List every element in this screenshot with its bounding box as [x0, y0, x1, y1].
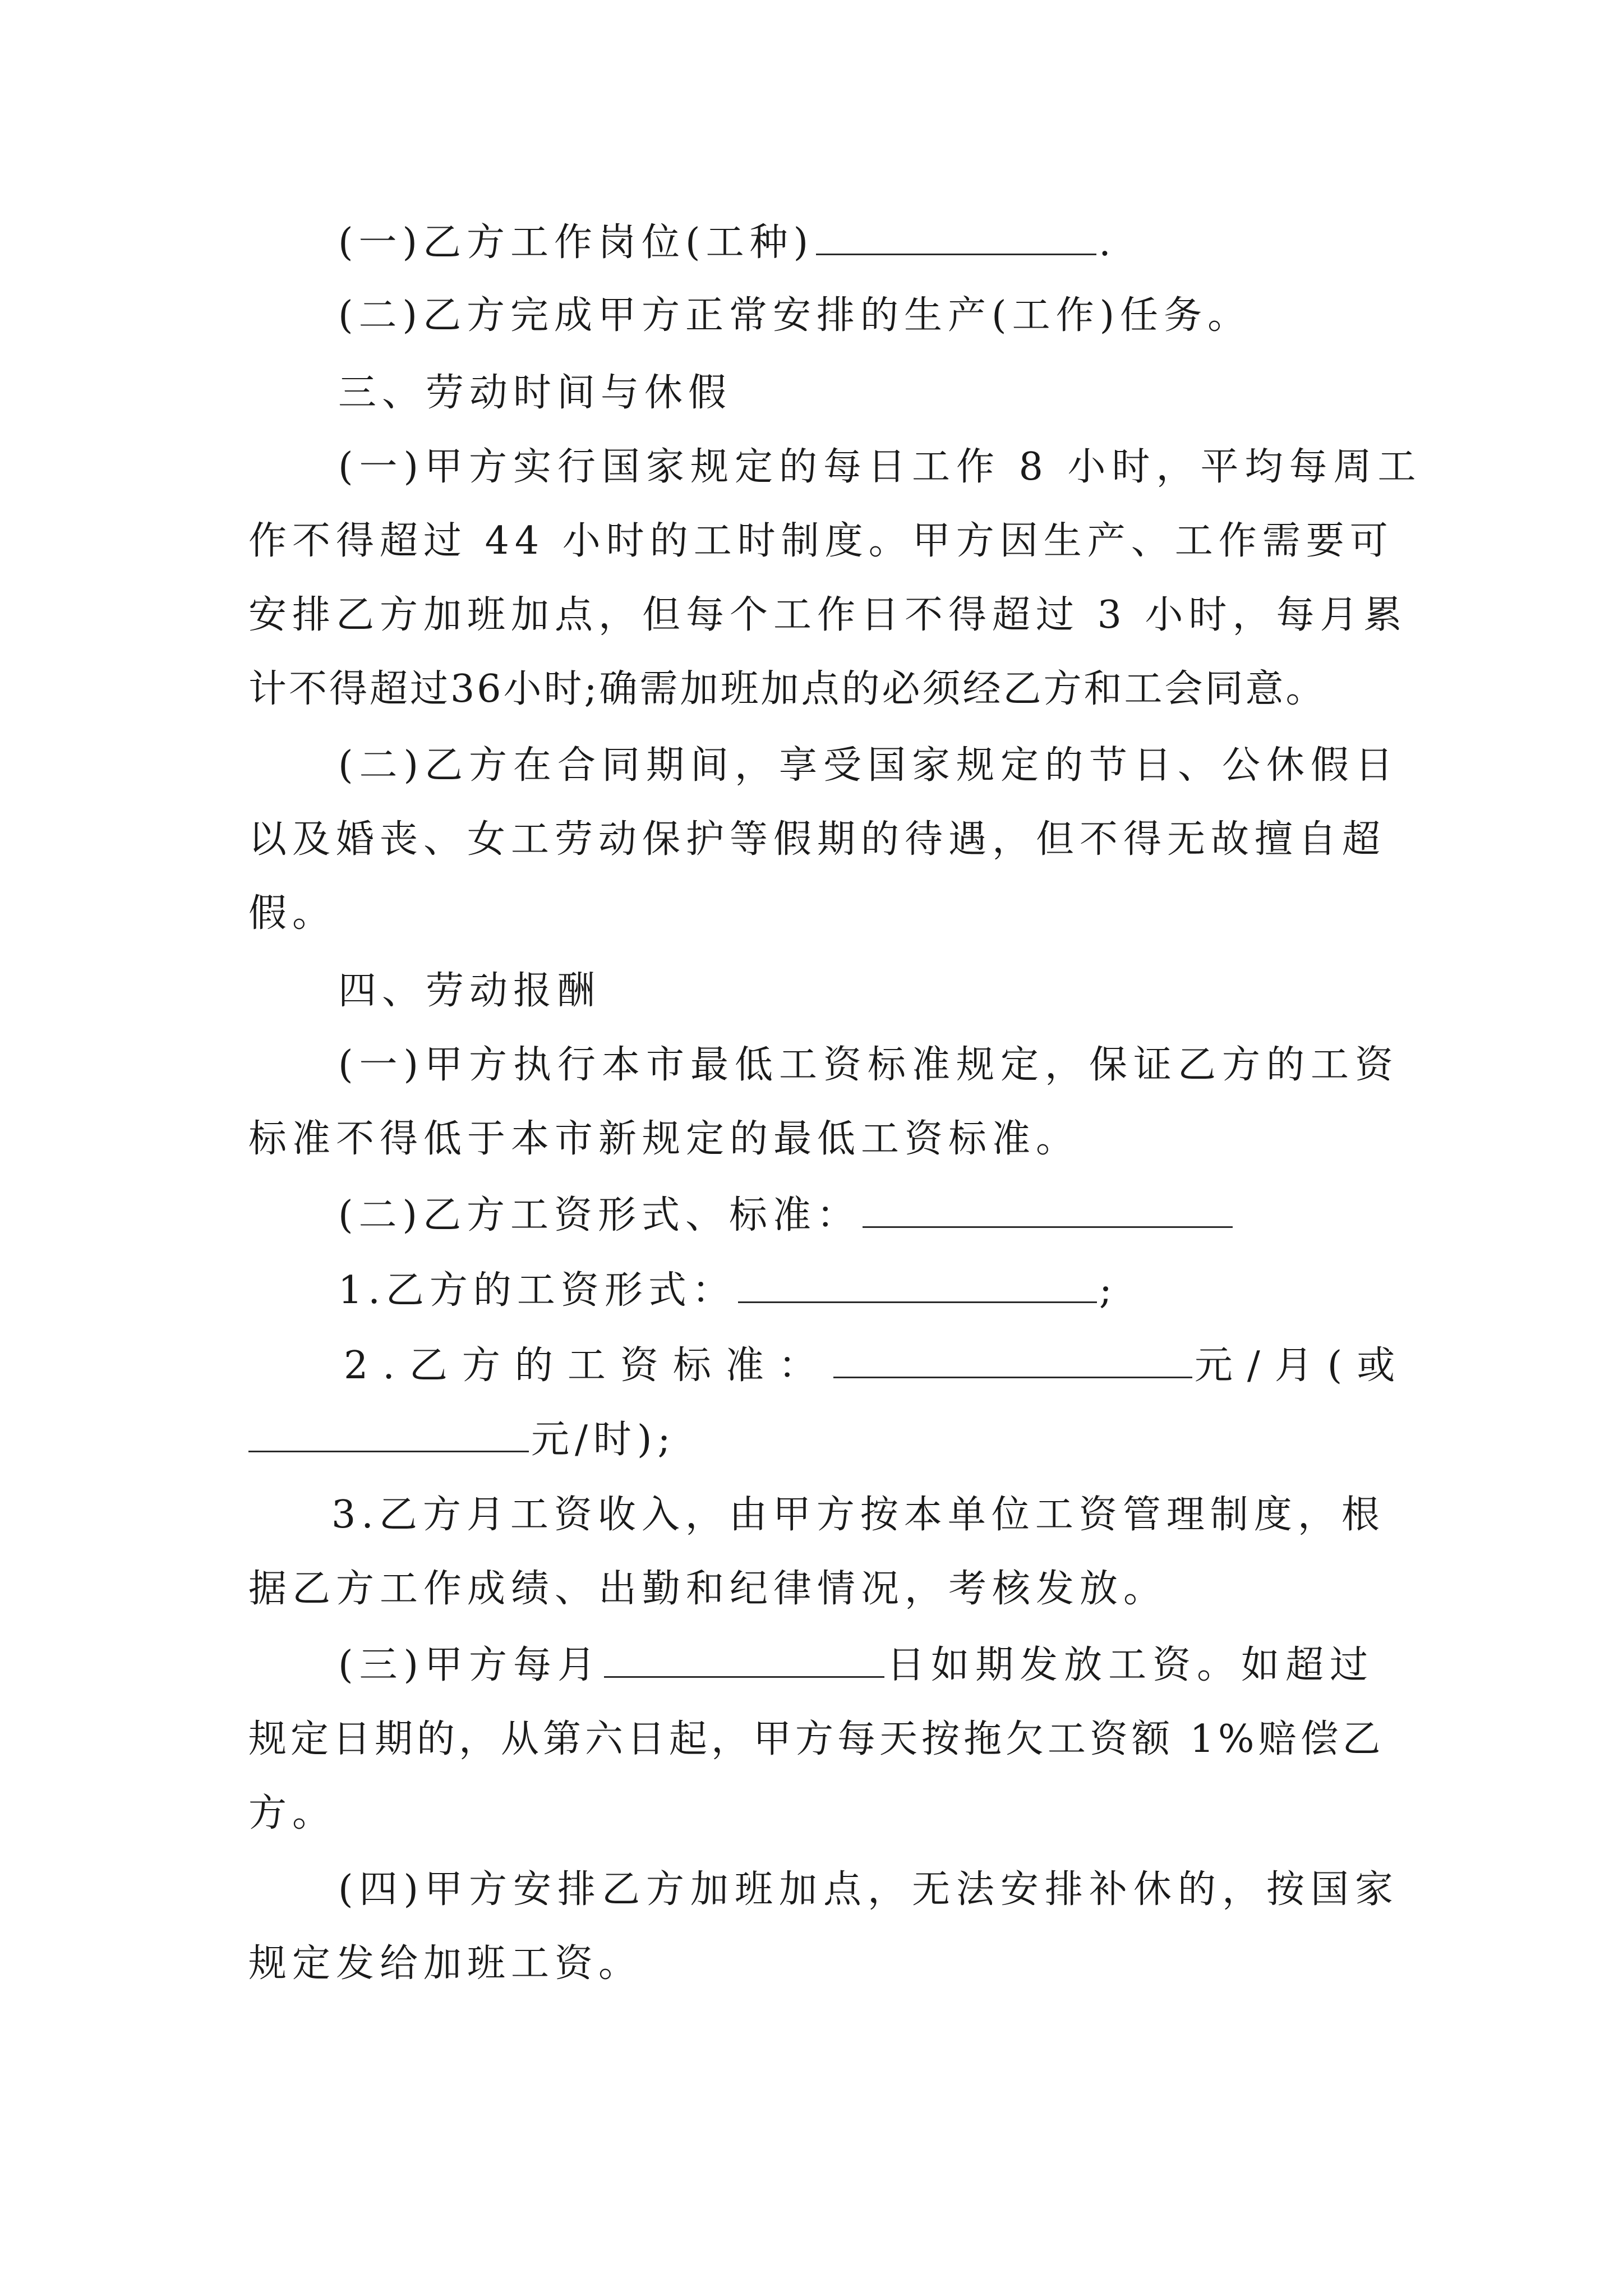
clause-4-2-item2 [344, 1341, 1409, 1391]
clause-4-3-line1 [338, 1640, 1374, 1691]
clause-3-2-line2 [248, 815, 1386, 865]
text: 元/月(或 [1194, 1343, 1410, 1388]
clause-3-2-line1 [338, 740, 1399, 791]
text: 方。 [248, 1791, 336, 1835]
text: 规定日期的，从第六日起，甲方每天按拖欠工资额 1%赔偿乙 [248, 1717, 1385, 1761]
clause-4-2-item3-line1 [331, 1490, 1385, 1540]
text: 元/时); [531, 1418, 676, 1462]
clause-4-2-item2-cont [248, 1415, 676, 1465]
clause-4-4-line1 [338, 1865, 1399, 1915]
text: 日如期发放工资。如超过 [887, 1643, 1375, 1687]
text: (四)甲方安排乙方加班加点，无法安排补休的，按国家 [338, 1867, 1400, 1912]
clause-3-2-line3 [248, 889, 336, 939]
text: (一)乙方工作岗位(工种) [338, 220, 814, 265]
text: (一)甲方执行本市最低工资标准规定，保证乙方的工资 [338, 1043, 1400, 1087]
clause-4-3-line2 [248, 1714, 1385, 1765]
clause-4-2-item1 [338, 1266, 1118, 1316]
section-3-heading [338, 368, 732, 418]
text: 规定发给加班工资。 [248, 1941, 643, 1986]
clause-3-1-line2 [248, 516, 1394, 567]
clause-2-1 [338, 218, 1117, 268]
section-4-heading [338, 966, 601, 1016]
clause-3-1-line3 [248, 590, 1408, 641]
text: 假。 [248, 891, 336, 936]
text: 1.乙方的工资形式： [338, 1268, 736, 1313]
text: (二)乙方完成甲方正常安排的生产(工作)任务。 [338, 293, 1252, 338]
text: (一)甲方实行国家规定的每日工作 8 小时，平均每周工 [338, 445, 1422, 489]
clause-2-2 [338, 291, 1251, 341]
text: 3.乙方月工资收入，由甲方按本单位工资管理制度，根 [331, 1493, 1385, 1537]
text: 据乙方工作成绩、出勤和纪律情况，考核发放。 [248, 1567, 1168, 1611]
text: (三)甲方每月 [338, 1643, 602, 1687]
payday-blank[interactable] [604, 1641, 884, 1678]
text: (二)乙方在合同期间，享受国家规定的节日、公休假日 [338, 743, 1400, 788]
clause-4-2 [338, 1190, 1235, 1241]
text: 作不得超过 44 小时的工时制度。甲方因生产、工作需要可 [248, 519, 1394, 563]
clause-4-1-line1 [338, 1040, 1399, 1091]
clause-4-2-item3-line2 [248, 1564, 1167, 1614]
text: 计不得超过36小时;确需加班加点的必须经乙方和工会同意。 [248, 667, 1326, 711]
wage-form-standard-blank[interactable] [863, 1191, 1233, 1228]
hourly-wage-blank[interactable] [248, 1416, 529, 1452]
job-post-blank[interactable] [816, 219, 1096, 255]
clause-3-1-line1 [338, 442, 1422, 493]
text: . [1099, 220, 1117, 265]
text: (二)乙方工资形式、标准： [338, 1193, 861, 1237]
text: ; [1099, 1268, 1118, 1313]
clause-4-4-line2 [248, 1939, 642, 1989]
text: 标准不得低于本市新规定的最低工资标准。 [248, 1117, 1080, 1161]
clause-3-1-line4 [248, 664, 1326, 715]
heading: 三、劳动时间与休假 [338, 371, 732, 415]
text: 安排乙方加班加点，但每个工作日不得超过 3 小时，每月累 [248, 593, 1408, 637]
monthly-wage-blank[interactable] [833, 1342, 1192, 1378]
clause-4-3-line3 [248, 1788, 336, 1839]
clause-4-1-line2 [248, 1114, 1080, 1165]
text: 2.乙方的工资标准： [344, 1343, 831, 1388]
text: 以及婚丧、女工劳动保护等假期的待遇，但不得无故擅自超 [248, 817, 1386, 862]
heading: 四、劳动报酬 [338, 969, 601, 1013]
wage-form-blank[interactable] [738, 1267, 1097, 1303]
